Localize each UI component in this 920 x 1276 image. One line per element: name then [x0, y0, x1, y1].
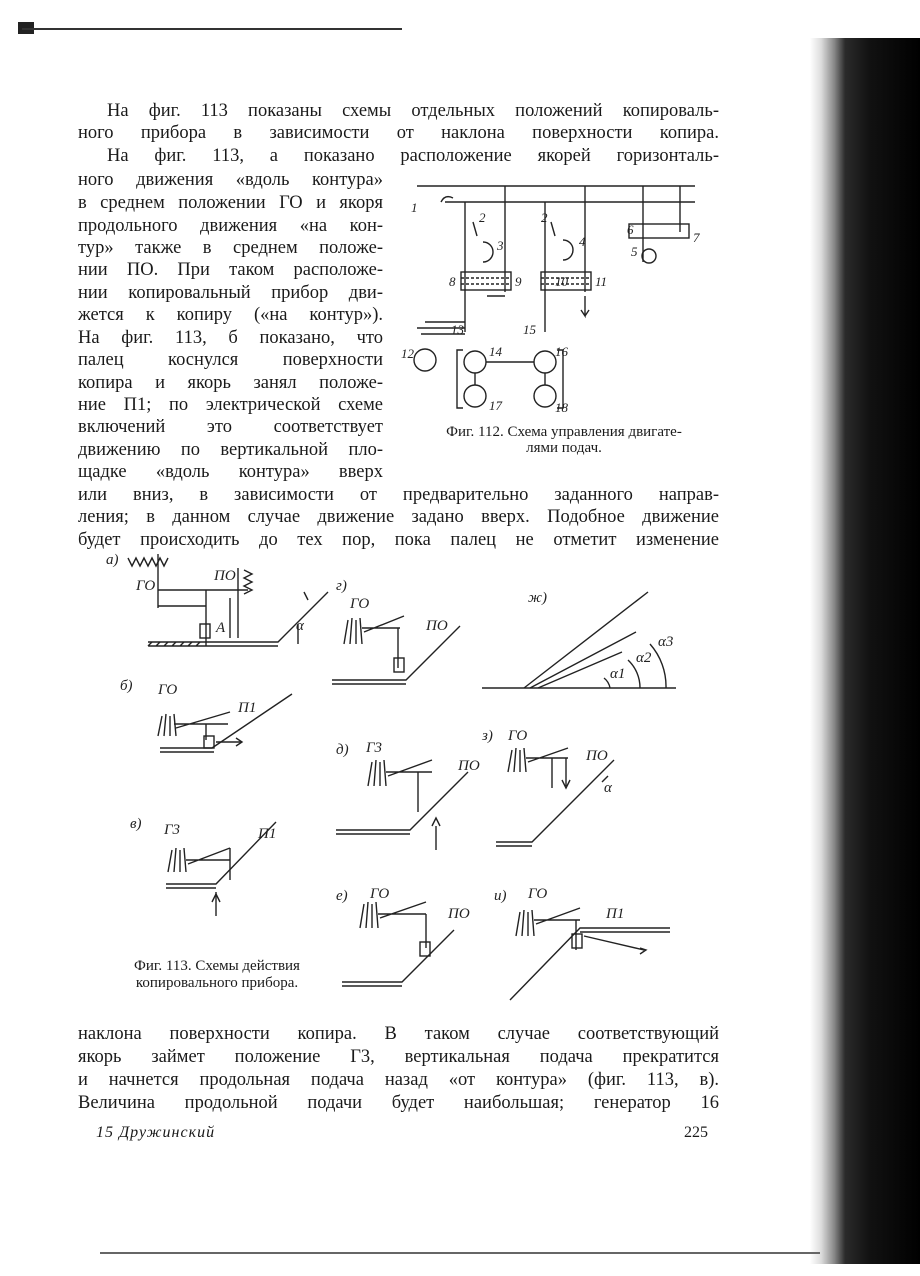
- text-line: На фиг. 113, а показано расположение якорей горизонталь-: [107, 146, 719, 166]
- text-line: продольного движения «на кон-: [78, 216, 383, 236]
- fig112-label: 1: [411, 200, 418, 215]
- figure-112-schematic: [395, 172, 725, 420]
- text-line: будет происходить до тех пор, пока палец не отметит изменение: [78, 530, 719, 550]
- text-line: наклона поверхности копира. В таком случае соответствующий: [78, 1024, 719, 1044]
- fig113-label: ГО: [350, 596, 370, 612]
- bottom-rule: [100, 1252, 820, 1254]
- fig113-panel-letter: д): [336, 742, 349, 758]
- book-spine-shadow: [810, 38, 920, 1264]
- fig113-label: ГО: [528, 886, 548, 902]
- fig112-label: 13: [451, 322, 464, 337]
- fig113-panel-letter: и): [494, 888, 507, 904]
- text-line: нии копировальный прибор дви-: [78, 283, 383, 303]
- fig113-label: α: [296, 618, 304, 634]
- text-line: На фиг. 113, б показано, что: [78, 328, 383, 348]
- fig113-label: ПО: [448, 906, 470, 922]
- page-number: 225: [684, 1124, 708, 1141]
- fig113-panel-letter: е): [336, 888, 348, 904]
- figure-112-caption-line2: лями подач.: [526, 440, 602, 456]
- fig113-panel-letter: з): [482, 728, 493, 744]
- fig113-label: ПО: [586, 748, 608, 764]
- fig113-label: ГО: [136, 578, 156, 594]
- text-line: ления; в данном случае движение задано вверх. Подобное движение: [78, 507, 719, 527]
- text-line: На фиг. 113 показаны схемы отдельных положений копироваль-: [107, 101, 719, 121]
- top-rule: [22, 28, 402, 30]
- fig112-label: 15: [523, 322, 536, 337]
- text-line: жется к копиру («на контур»).: [78, 305, 383, 325]
- figure-113-caption-line2: копировального прибора.: [135, 975, 299, 991]
- fig113-label: П1: [606, 906, 625, 922]
- figure-113-diagrams: [100, 548, 720, 1018]
- fig113-label: Г3: [366, 740, 383, 756]
- fig113-panel-letter: б): [120, 678, 133, 694]
- fig112-label: 9: [515, 274, 522, 289]
- text-line: ного прибора в зависимости от наклона поверхности копира.: [78, 123, 719, 143]
- fig112-label: 7: [693, 230, 700, 245]
- fig113-label: α2: [636, 650, 652, 666]
- fig112-label: 8: [449, 274, 456, 289]
- text-line: или вниз, в зависимости от предварительно заданного направ-: [78, 485, 719, 505]
- fig112-label: 3: [497, 238, 504, 253]
- fig113-label: α: [604, 780, 612, 796]
- fig113-label: ПО: [426, 618, 448, 634]
- fig112-label: 11: [595, 274, 608, 289]
- fig113-label: ГО: [508, 728, 528, 744]
- text-line: нии ПО. При таком расположе-: [78, 260, 383, 280]
- fig112-label: 18: [555, 400, 568, 415]
- fig112-label: 6: [627, 222, 634, 237]
- fig112-label: 14: [489, 344, 502, 359]
- fig113-label: ПО: [458, 758, 480, 774]
- figure-112-caption-line1: Фиг. 112. Схема управления двигате-: [446, 424, 682, 440]
- text-line: копира и якорь занял положе-: [78, 373, 383, 393]
- text-line: тур» также в среднем положе-: [78, 238, 383, 258]
- fig113-panel-letter: г): [336, 578, 347, 594]
- text-line: и начнется продольная подача назад «от контура» (фиг. 113, в).: [78, 1070, 719, 1090]
- fig113-label: α1: [610, 666, 626, 682]
- fig113-panel-letter: а): [106, 552, 119, 568]
- fig113-label: ПО: [214, 568, 236, 584]
- text-line: якорь займет положение Г3, вертикальная подача прекратится: [78, 1047, 719, 1067]
- fig113-label: ГО: [370, 886, 390, 902]
- fig113-label: П1: [258, 826, 277, 842]
- footer-signature: 15 Дружинский: [96, 1124, 216, 1141]
- fig112-label: 4: [579, 234, 586, 249]
- fig113-label: α3: [658, 634, 674, 650]
- text-line: включений это соответствует: [78, 417, 383, 437]
- fig113-label: П1: [238, 700, 257, 716]
- fig112-label: 12: [401, 346, 414, 361]
- fig112-label: 16: [555, 344, 568, 359]
- fig113-label: ГО: [158, 682, 178, 698]
- fig113-label: А: [216, 620, 226, 636]
- text-line: в среднем положении ГО и якоря: [78, 193, 383, 213]
- text-line: щадке «вдоль контура» вверх: [78, 462, 383, 482]
- fig112-label: 2: [479, 210, 486, 225]
- text-line: движению по вертикальной пло-: [78, 440, 383, 460]
- text-line: ние П1; по электрической схеме: [78, 395, 383, 415]
- fig113-label: Г3: [164, 822, 181, 838]
- text-line: Величина продольной подачи будет наибольшая; генератор 16: [78, 1093, 719, 1113]
- text-line: ного движения «вдоль контура»: [78, 170, 383, 190]
- fig113-panel-letter: в): [130, 816, 142, 832]
- fig112-label: 10: [555, 274, 568, 289]
- fig112-label: 2: [541, 210, 548, 225]
- fig112-label: 5: [631, 244, 638, 259]
- fig112-label: 17: [489, 398, 502, 413]
- fig113-panel-letter: ж): [528, 590, 547, 606]
- text-line: палец коснулся поверхности: [78, 350, 383, 370]
- figure-113-caption-line1: Фиг. 113. Схемы действия: [134, 958, 300, 974]
